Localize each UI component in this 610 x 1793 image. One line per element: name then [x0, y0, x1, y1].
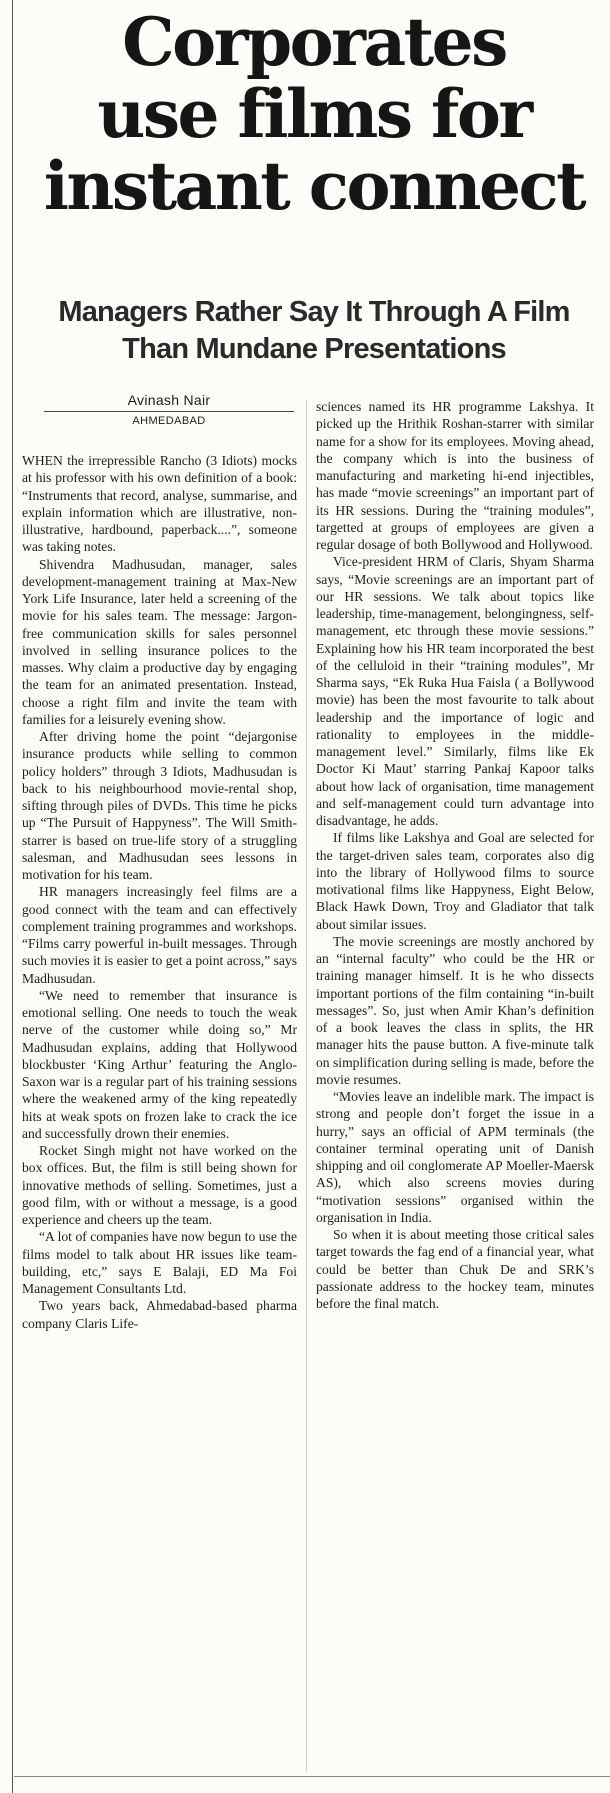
subheadline [24, 294, 604, 368]
dateline: AHMEDABAD [132, 415, 206, 427]
paragraph: Two years back, Ahmedabad-based pharma company Claris Life- [22, 1298, 297, 1331]
headline-line-1: Corporates [122, 3, 506, 81]
column-divider [306, 400, 307, 1772]
article-column-1 [22, 452, 297, 1332]
paragraph: “A lot of companies have now begun to use the films model to talk about HR issues like team-building, etc,” says E Balaji, ED Ma Foi Management Consultants Ltd. [22, 1229, 297, 1296]
paragraph: So when it is about meeting those critical sales target towards the fag end of a financial year, what could be better than Chuk De and SRK’s passionate address to the hockey team, minutes before the final match. [316, 1227, 594, 1311]
headline-line-3: instant connect [43, 147, 585, 225]
bottom-rule [14, 1776, 610, 1777]
author-name: Avinash Nair [127, 392, 211, 408]
paragraph: Shivendra Madhusudan, manager, sales development-management training at Max-New York Life Insurance, later held a screening of the movie for his sales team. The message: Jargon-free communication skills for sales personnel involved in selling insurance polices to the masses. Why claim a productive day by engaging the team for an animated presentation. Instead, choose a right film and invite the team with families for a leisurely evening show. [22, 556, 297, 727]
article-column-2 [316, 398, 594, 1312]
paragraph: If films like Lakshya and Goal are selected for the target-driven sales team, corporates also dig into the library of Hollywood films to source motivational films like Happyness, Eight Below, Black Hawk Down, Troy and Gladiator that talk about similar issues. [316, 830, 594, 932]
paragraph: “Movies leave an indelible mark. The impact is strong and people don’t forget the issue in a hurry,” says an official of APM terminals (the container terminal operating unit of Danish shipping and oil conglomerate AP Moeller-Maersk AS), which also screens movies during “motivation sessions” organised within the organisation in India. [316, 1089, 594, 1225]
byline [44, 392, 294, 428]
paragraph: sciences named its HR programme Lakshya. It picked up the Hrithik Roshan-starrer with similar name for a show for its employees. Moving ahead, the company which is into the business of manufacturing and marketing hi-end injectibles, has made “movie screenings” an important part of its HR sessions. During the “training modules”, targetted at groups of employees are given a regular dosage of both Bollywood and Hollywood. [316, 399, 594, 552]
headline [24, 3, 604, 225]
paragraph: “We need to remember that insurance is emotional selling. One needs to touch the weak nerve of the customer while doing so,” Mr Madhusudan explains, adding that Hollywood blockbuster ‘King Arthur’ featuring the Anglo-Saxon war is a regular part of his training sessions where the weakened army of the king repeatedly hits at weak spots on frozen lake to crack the ice and successfully drown their enemies. [22, 987, 297, 1141]
subheadline-line-2: Than Mundane Presentations [122, 333, 506, 365]
paragraph: The movie screenings are mostly anchored by an “internal faculty” who could be the HR or training manager himself. It is he who dissects important portions of the film containing “in-built messages”. So, just when Amir Khan’s definition of a book leaves the class in splits, the HR manager hits the pause button. A five-minute talk on simplification during selling is made, before the movie resumes. [316, 933, 594, 1087]
subheadline-line-1: Managers Rather Say It Through A Film [58, 296, 570, 328]
paragraph: WHEN the irrepressible Rancho (3 Idiots) mocks at his professor with his own definition of a book: “Instruments that record, analyse, summarise, and explain information which are illustrative, non-illustrative, hardbound, paperback....”, someone was taking notes. [22, 453, 297, 555]
paragraph: After driving home the point “dejargonise insurance products while selling to common policy holders” through 3 Idiots, Madhusudan is back to his neighbourhood movie-rental shop, sifting through piles of DVDs. This time he picks up “The Pursuit of Happyness”. The Will Smith-starrer is based on true-life story of a struggling salesman, and Madhusudan sees lessons in motivation for his team. [22, 729, 297, 882]
headline-line-2: use films for [97, 75, 531, 153]
byline-rule [44, 411, 294, 412]
paragraph: Vice-president HRM of Claris, Shyam Sharma says, “Movie screenings are an important part of our HR sessions. We talk about topics like leadership, time-management, belongingness, self-management, etc through these movie sessions.” Explaining how his HR team incorporated the best of the celluloid in their “training modules”, Mr Sharma says, “Ek Ruka Hua Faisla ( a Bollywood movie) has been the most favourite to talk about leadership and the importance of logic and rationality to employees in the middle-management level.” Similarly, films like Ek Doctor Ki Maut’ starring Pankaj Kapoor talks about how lack of organisation, time management and self-management could turn advantage into disadvantage, he adds. [316, 554, 594, 828]
left-margin-rule [12, 0, 13, 1793]
paragraph: HR managers increasingly feel films are a good connect with the team and can effectively complement training programmes and workshops. “Films carry powerful in-built messages. Through such movies it is easier to get a point across,” says Madhusudan. [22, 884, 297, 986]
paragraph: Rocket Singh might not have worked on the box offices. But, the film is still being shown for innovative methods of selling. Sometimes, just a good film, with or without a message, is a good experience and cheers up the team. [22, 1143, 297, 1227]
